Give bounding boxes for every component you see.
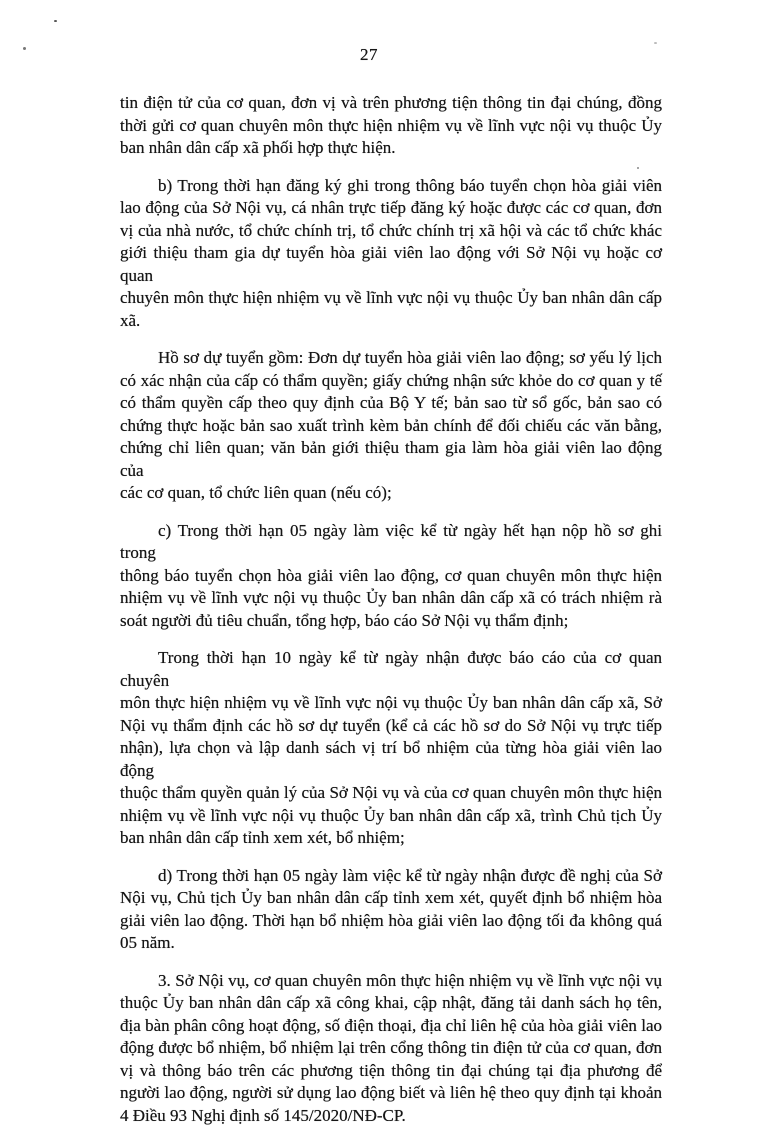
text-line: thuộc thẩm quyền quản lý của Sở Nội vụ và của cơ quan chuyên môn thực hiện <box>120 782 662 805</box>
paragraph-continuation <box>120 92 662 160</box>
paragraph-item-b <box>120 175 662 333</box>
text-line: ban nhân dân cấp xã phối hợp thực hiện. <box>120 137 662 160</box>
text-line: thời gửi cơ quan chuyên môn thực hiện nhiệm vụ về lĩnh vực nội vụ thuộc Ủy <box>120 115 662 138</box>
text-line: môn thực hiện nhiệm vụ về lĩnh vực nội vụ thuộc Ủy ban nhân dân cấp xã, Sở <box>120 692 662 715</box>
text-line: động được bổ nhiệm, bổ nhiệm lại trên cổng thông tin điện tử của cơ quan, đơn <box>120 1037 662 1060</box>
scan-speck <box>54 20 57 22</box>
scan-speck <box>23 47 26 50</box>
text-line: 4 Điều 93 Nghị định số 145/2020/NĐ-CP. <box>120 1105 662 1127</box>
paragraph-item-c <box>120 520 662 633</box>
text-line: thuộc Ủy ban nhân dân cấp xã công khai, cập nhật, đăng tải danh sách họ tên, <box>120 992 662 1015</box>
text-line: người lao động, người sử dụng lao động biết và liên hệ theo quy định tại khoản <box>120 1082 662 1105</box>
text-line: có xác nhận của cấp có thẩm quyền; giấy chứng nhận sức khỏe do cơ quan y tế <box>120 370 662 393</box>
text-line: có thẩm quyền cấp theo quy định của Bộ Y tế; bản sao từ sổ gốc, bản sao có <box>120 392 662 415</box>
scan-speck <box>654 42 657 44</box>
text-line: chứng thực hoặc bản sao xuất trình kèm bản chính để đối chiếu các văn bằng, <box>120 415 662 438</box>
text-line: giải viên lao động. Thời hạn bổ nhiệm hòa giải viên lao động tối đa không quá <box>120 910 662 933</box>
text-line: 3. Sở Nội vụ, cơ quan chuyên môn thực hiện nhiệm vụ về lĩnh vực nội vụ <box>120 970 662 993</box>
text-line: Hồ sơ dự tuyển gồm: Đơn dự tuyển hòa giải viên lao động; sơ yếu lý lịch <box>120 347 662 370</box>
text-line: chứng chỉ liên quan; văn bản giới thiệu tham gia làm hòa giải viên lao động của <box>120 437 662 482</box>
text-line: chuyên môn thực hiện nhiệm vụ về lĩnh vực nội vụ thuộc Ủy ban nhân dân cấp xã. <box>120 287 662 332</box>
paragraph-dossier <box>120 347 662 505</box>
text-line: thông báo tuyển chọn hòa giải viên lao động, cơ quan chuyên môn thực hiện <box>120 565 662 588</box>
text-line: nhiệm vụ về lĩnh vực nội vụ thuộc Ủy ban nhân dân cấp xã, trình Chủ tịch Ủy <box>120 805 662 828</box>
text-line: ban nhân dân cấp tỉnh xem xét, bổ nhiệm; <box>120 827 662 850</box>
text-line: Trong thời hạn 10 ngày kể từ ngày nhận được báo cáo của cơ quan chuyên <box>120 647 662 692</box>
text-line: d) Trong thời hạn 05 ngày làm việc kể từ ngày nhận được đề nghị của Sở <box>120 865 662 888</box>
text-line: vị của nhà nước, tổ chức chính trị, tổ chức chính trị xã hội và các tổ chức khác <box>120 220 662 243</box>
text-line: 05 năm. <box>120 932 662 955</box>
paragraph-clause-3 <box>120 970 662 1127</box>
text-line: lao động của Sở Nội vụ, cá nhân trực tiếp đăng ký hoặc được các cơ quan, đơn <box>120 197 662 220</box>
text-line: nhận), lựa chọn và lập danh sách vị trí bổ nhiệm của từng hòa giải viên lao động <box>120 737 662 782</box>
text-line: các cơ quan, tổ chức liên quan (nếu có); <box>120 482 662 505</box>
text-line: soát người đủ tiêu chuẩn, tổng hợp, báo cáo Sở Nội vụ thẩm định; <box>120 610 662 633</box>
text-line: giới thiệu tham gia dự tuyển hòa giải viên lao động với Sở Nội vụ hoặc cơ quan <box>120 242 662 287</box>
paragraph-appraisal <box>120 647 662 850</box>
text-line: địa bàn phân công hoạt động, số điện thoại, địa chỉ liên hệ của hòa giải viên lao <box>120 1015 662 1038</box>
document-body <box>120 92 662 1127</box>
page-number: 27 <box>98 44 640 66</box>
text-line: nhiệm vụ về lĩnh vực nội vụ thuộc Ủy ban nhân dân cấp xã có trách nhiệm rà <box>120 587 662 610</box>
text-line: Nội vụ, Chủ tịch Ủy ban nhân dân cấp tỉnh xem xét, quyết định bổ nhiệm hòa <box>120 887 662 910</box>
text-line: c) Trong thời hạn 05 ngày làm việc kể từ ngày hết hạn nộp hồ sơ ghi trong <box>120 520 662 565</box>
text-line: vị và thông báo trên các phương tiện thông tin đại chúng tại địa phương để <box>120 1060 662 1083</box>
text-line: Nội vụ thẩm định các hồ sơ dự tuyển (kể cả các hồ sơ do Sở Nội vụ trực tiếp <box>120 715 662 738</box>
text-line: b) Trong thời hạn đăng ký ghi trong thông báo tuyển chọn hòa giải viên <box>120 175 662 198</box>
text-line: tin điện tử của cơ quan, đơn vị và trên phương tiện thông tin đại chúng, đồng <box>120 92 662 115</box>
paragraph-item-d <box>120 865 662 955</box>
